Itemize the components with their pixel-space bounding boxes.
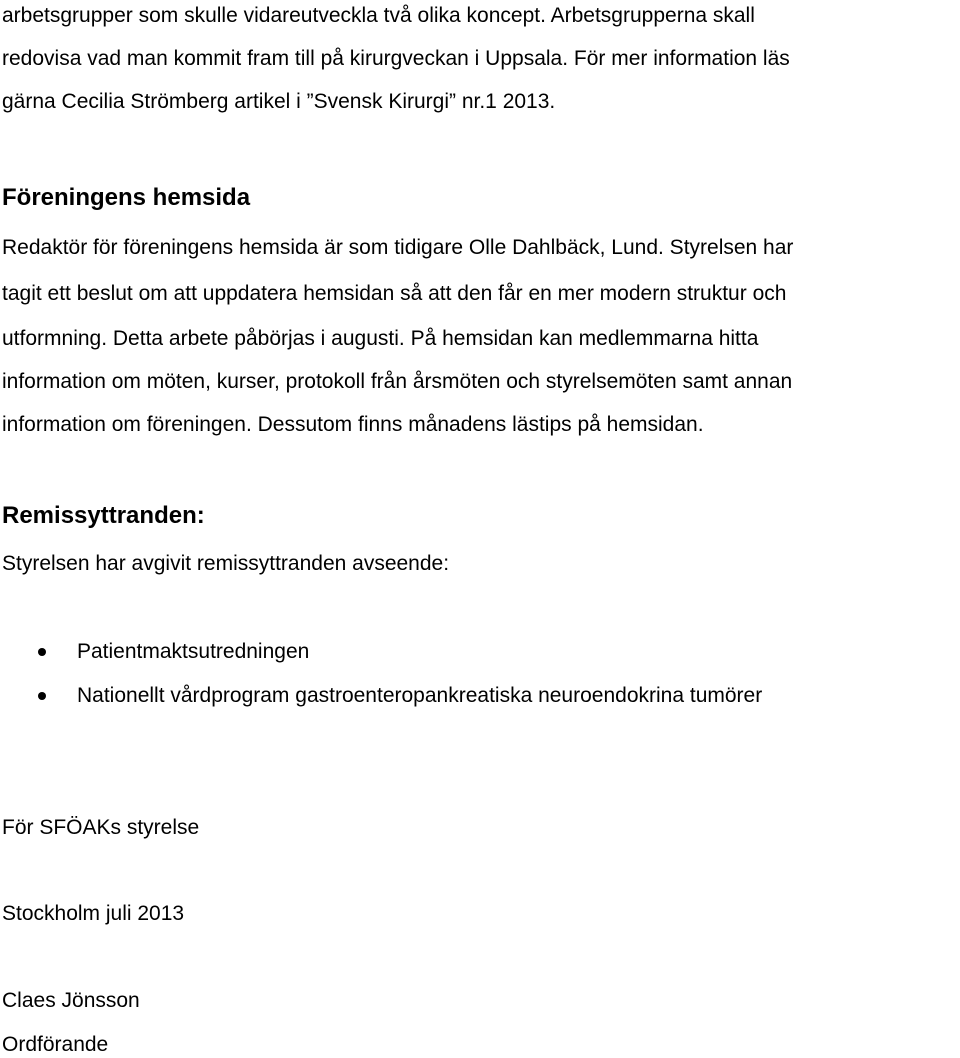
website-section-line: Redaktör för föreningens hemsida är som tidigare Olle Dahlbäck, Lund. Styrelsen har	[2, 236, 794, 259]
website-section-line: tagit ett beslut om att uppdatera hemsidan så att den får en mer modern struktur och	[2, 282, 787, 305]
closing-on-behalf: För SFÖAKs styrelse	[2, 816, 200, 839]
intro-line: arbetsgrupper som skulle vidareutveckla två olika koncept. Arbetsgrupperna skall	[2, 4, 755, 27]
intro-line: gärna Cecilia Strömberg artikel i ”Svensk Kirurgi” nr.1 2013.	[2, 90, 556, 113]
website-section-line: information om föreningen. Dessutom finns månadens lästips på hemsidan.	[2, 413, 704, 436]
bullet-icon	[38, 692, 46, 700]
list-item	[0, 684, 960, 710]
bullet-icon	[38, 648, 46, 656]
consultation-section-heading: Remissyttranden:	[2, 502, 205, 529]
closing-place-date: Stockholm juli 2013	[2, 902, 185, 925]
signatory-title: Ordförande	[2, 1033, 109, 1056]
list-item-text: Patientmaktsutredningen	[77, 640, 310, 663]
signatory-name: Claes Jönsson	[2, 989, 140, 1012]
website-section-heading: Föreningens hemsida	[2, 184, 251, 211]
list-item-text: Nationellt vårdprogram gastroenteropankreatiska neuroendokrina tumörer	[77, 684, 763, 707]
list-item	[0, 640, 960, 666]
website-section-line: information om möten, kurser, protokoll från årsmöten och styrelsemöten samt annan	[2, 370, 793, 393]
website-section-line: utformning. Detta arbete påbörjas i augusti. På hemsidan kan medlemmarna hitta	[2, 327, 759, 350]
intro-line: redovisa vad man kommit fram till på kirurgveckan i Uppsala. För mer information läs	[2, 47, 790, 70]
consultation-section-intro: Styrelsen har avgivit remissyttranden avseende:	[2, 552, 450, 575]
